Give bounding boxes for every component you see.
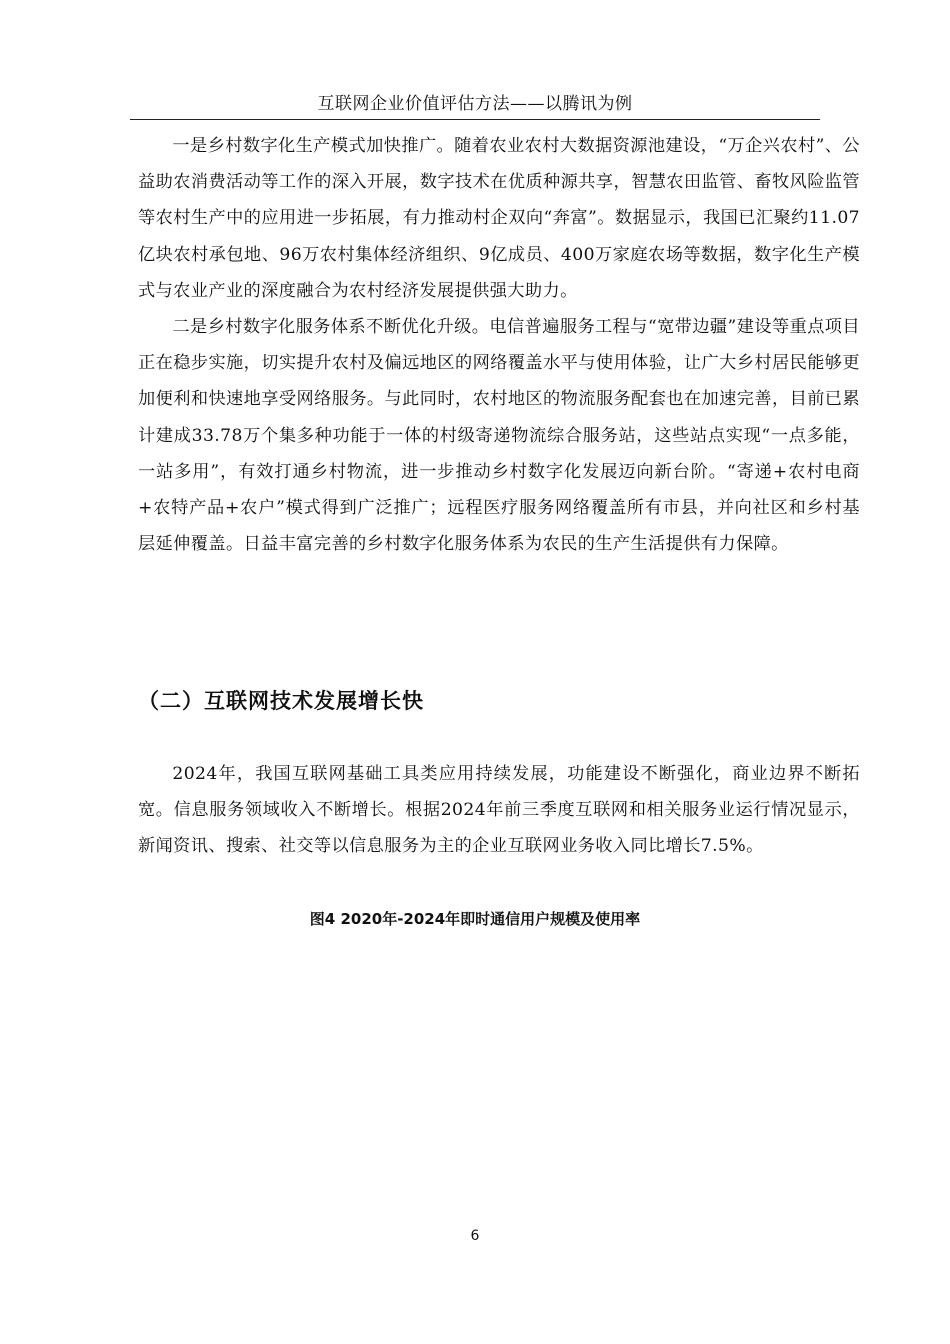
running-header: 互联网企业价值评估方法——以腾讯为例 [317,94,633,114]
figure-caption: 图4 2020年-2024年即时通信用户规模及使用率 [309,910,641,928]
paragraph-rural-production: 一是乡村数字化生产模式加快推广。随着农业农村大数据资源池建设，“万企兴农村”、公益助农消费活动等工作的深入开展，数字技术在优质种源共享，智慧农田监管、畜牧风险监管等农村生产中的应用进一步拓展，有力推动村企双向“奔富”。数据显示，我国已汇聚约11.07亿块农村承包地、96万农村集体经济组织、9亿成员、400万家庭农场等数据，数字化生产模式与农业产业的深度融合为农村经济发展提供强大助力。 [138,136,860,301]
paragraph-internet-growth: 2024年，我国互联网基础工具类应用持续发展，功能建设不断强化，商业边界不断拓宽。信息服务领域收入不断增长。根据2024年前三季度互联网和相关服务业运行情况显示，新闻资讯、搜索、社交等以信息服务为主的企业互联网业务收入同比增长7.5%。 [138,764,860,857]
section1-body [138,128,860,562]
section-heading: （二）互联网技术发展增长快 [138,689,424,713]
paragraph-rural-services: 二是乡村数字化服务体系不断优化升级。电信普遍服务工程与“宽带边疆”建设等重点项目正在稳步实施，切实提升农村及偏远地区的网络覆盖水平与使用体验，让广大乡村居民能够更加便利和快速地享受网络服务。与此同时，农村地区的物流服务配套也在加速完善，目前已累计建成33.78万个集多种功能于一体的村级寄递物流综合服务站，这些站点实现“一点多能，一站多用”，有效打通乡村物流，进一步推动乡村数字化发展迈向新台阶。“寄递+农村电商+农特产品+农户”模式得到广泛推广；远程医疗服务网络覆盖所有市县，并向社区和乡村基层延伸覆盖。日益丰富完善的乡村数字化服务体系为农民的生产生活提供有力保障。 [138,317,860,555]
header-rule [130,119,820,120]
section2-body [138,756,860,865]
page-number: 6 [470,1228,480,1244]
